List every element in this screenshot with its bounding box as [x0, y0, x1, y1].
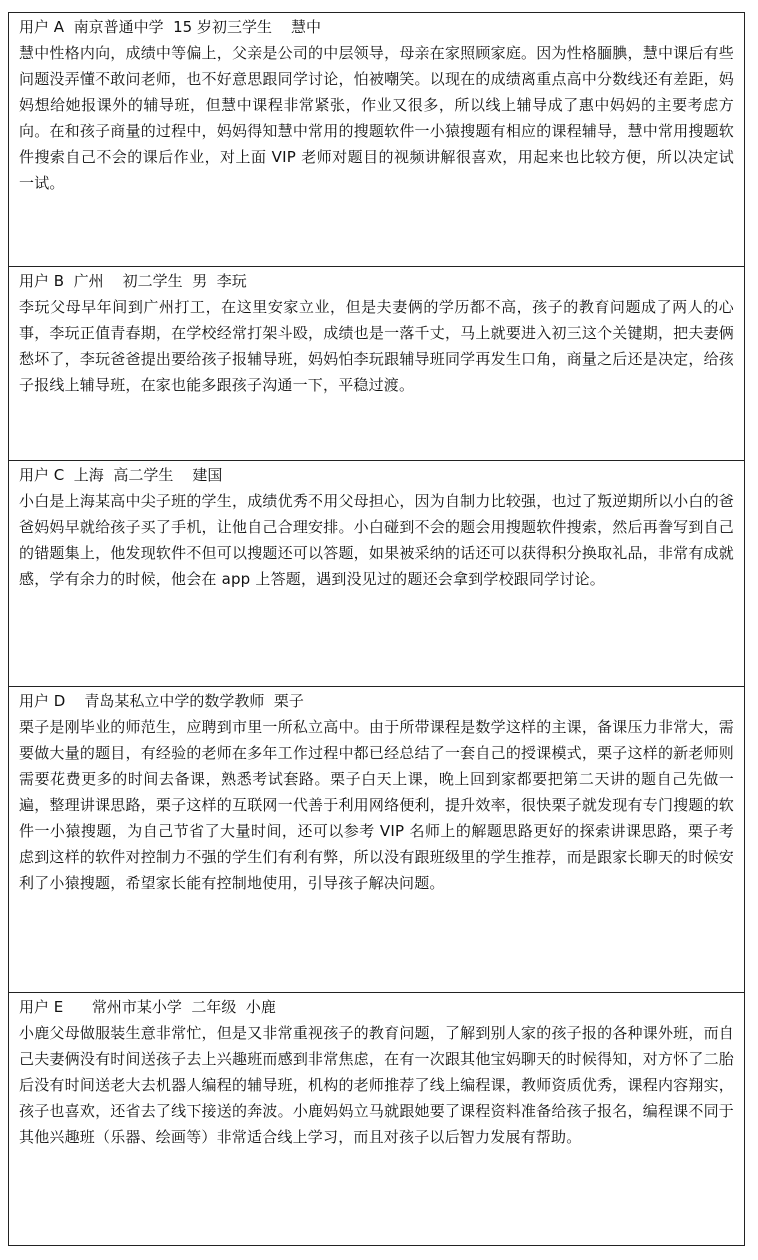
persona-c-header: 用户 C 上海 高二学生 建国	[19, 466, 223, 484]
user-persona-table	[8, 12, 745, 1246]
persona-e-header: 用户 E 常州市某小学 二年级 小鹿	[19, 998, 276, 1016]
persona-b-description: 李玩父母早年间到广州打工，在这里安家立业，但是夫妻俩的学历都不高，孩子的教育问题成了两人的心事，李玩正值青春期，在学校经常打架斗殴，成绩也是一落千丈，马上就要进入初三这个关键期，把夫妻俩愁坏了，李玩爸爸提出要给孩子报辅导班，妈妈怕李玩跟辅导班同学再发生口角，商量之后还是决定，给孩子报线上辅导班，在家也能多跟孩子沟通一下，平稳过渡。	[19, 298, 734, 394]
persona-a-description: 慧中性格内向，成绩中等偏上，父亲是公司的中层领导，母亲在家照顾家庭。因为性格腼腆，慧中课后有些问题没弄懂不敢问老师，也不好意思跟同学讨论，怕被嘲笑。以现在的成绩离重点高中分数线还有差距，妈妈想给她报课外的辅导班，但慧中课程非常紧张，作业又很多，所以线上辅导成了惠中妈妈的主要考虑方向。在和孩子商量的过程中，妈妈得知慧中常用的搜题软件一小猿搜题有相应的课程辅导，慧中常用搜题软件搜索自己不会的课后作业，对上面 VIP 老师对题目的视频讲解很喜欢，用起来也比较方便，所以决定试一试。	[19, 44, 734, 192]
persona-cell-b	[9, 267, 744, 461]
persona-c-description: 小白是上海某高中尖子班的学生，成绩优秀不用父母担心，因为自制力比较强，也过了叛逆期所以小白的爸爸妈妈早就给孩子买了手机，让他自己合理安排。小白碰到不会的题会用搜题软件搜索，然后再誊写到自己的错题集上，他发现软件不但可以搜题还可以答题，如果被采纳的话还可以获得积分换取礼品，非常有成就感，学有余力的时候，他会在 app 上答题，遇到没见过的题还会拿到学校跟同学讨论。	[19, 492, 734, 588]
persona-d-header: 用户 D 青岛某私立中学的数学教师 栗子	[19, 692, 304, 710]
persona-b-header: 用户 B 广州 初二学生 男 李玩	[19, 272, 247, 290]
persona-d-description: 栗子是刚毕业的师范生，应聘到市里一所私立高中。由于所带课程是数学这样的主课，备课压力非常大，需要做大量的题目，有经验的老师在多年工作过程中都已经总结了一套自己的授课模式，栗子这样的新老师则需要花费更多的时间去备课，熟悉考试套路。栗子白天上课，晚上回到家都要把第二天讲的题自己先做一遍，整理讲课思路，栗子这样的互联网一代善于利用网络便利，提升效率，很快栗子就发现有专门搜题的软件一小猿搜题，为自己节省了大量时间，还可以参考 VIP 名师上的解题思路更好的探索讲课思路，栗子考虑到这样的软件对控制力不强的学生们有利有弊，所以没有跟班级里的学生推荐，而是跟家长聊天的时候安利了小猿搜题，希望家长能有控制地使用，引导孩子解决问题。	[19, 718, 734, 892]
persona-cell-c	[9, 461, 744, 687]
persona-cell-a	[9, 13, 744, 267]
persona-e-description: 小鹿父母做服装生意非常忙，但是又非常重视孩子的教育问题，了解到别人家的孩子报的各种课外班，而自己夫妻俩没有时间送孩子去上兴趣班而感到非常焦虑，在有一次跟其他宝妈聊天的时候得知，对方怀了二胎后没有时间送老大去机器人编程的辅导班，机构的老师推荐了线上编程课，教师资质优秀，课程内容翔实，孩子也喜欢，还省去了线下接送的奔波。小鹿妈妈立马就跟她要了课程资料准备给孩子报名，编程课不同于其他兴趣班（乐器、绘画等）非常适合线上学习，而且对孩子以后智力发展有帮助。	[19, 1024, 734, 1146]
persona-a-header: 用户 A 南京普通中学 15 岁初三学生 慧中	[19, 18, 322, 36]
persona-cell-d	[9, 687, 744, 993]
persona-cell-e	[9, 993, 744, 1245]
